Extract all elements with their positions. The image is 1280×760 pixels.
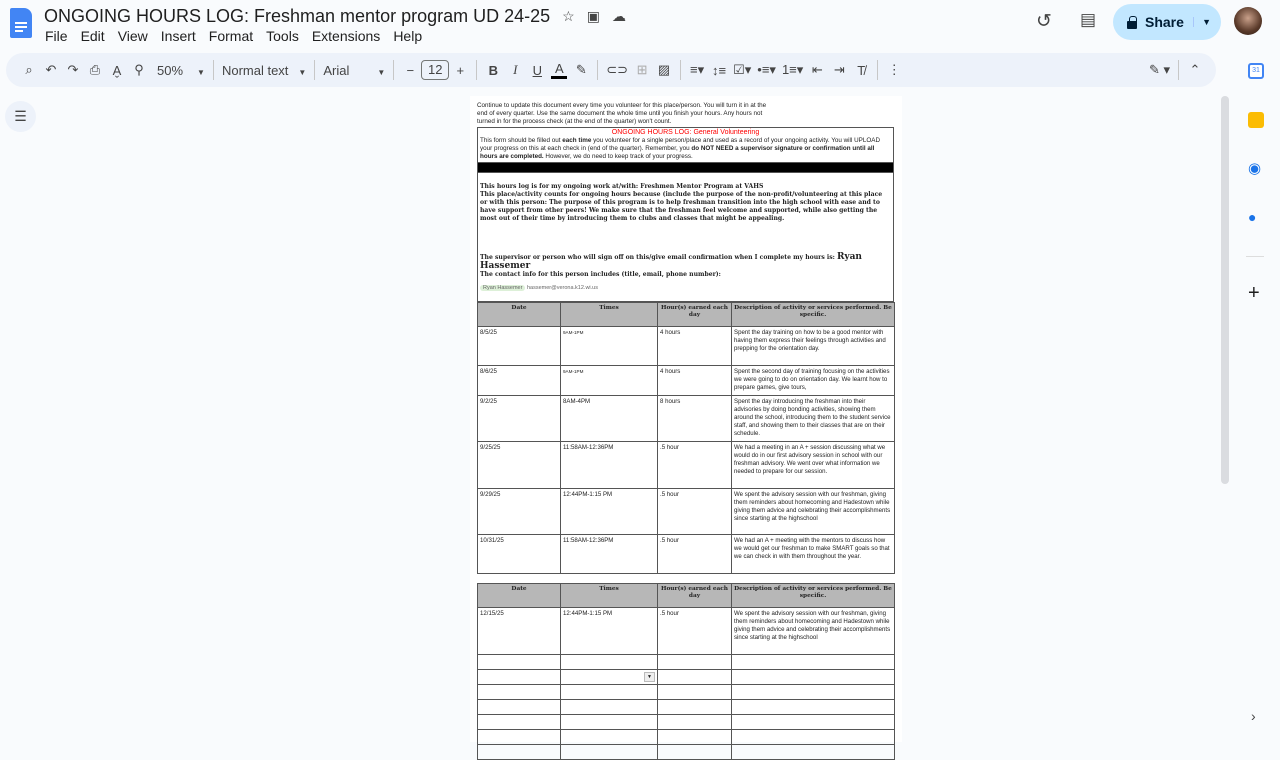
table-cell[interactable] xyxy=(561,442,658,489)
star-icon[interactable]: ☆ xyxy=(562,8,575,24)
cell-text: 9/29/25 xyxy=(480,491,501,498)
expand-side-panel-icon[interactable]: › xyxy=(1251,708,1256,724)
table-cell[interactable] xyxy=(478,396,561,442)
hours-table xyxy=(477,302,895,574)
print-icon[interactable]: ⎙ xyxy=(89,62,101,77)
cell-text: 11:58AM-12:36PM xyxy=(563,537,614,544)
table-cell[interactable] xyxy=(561,730,658,745)
table-cell[interactable] xyxy=(478,715,561,730)
table-cell[interactable] xyxy=(732,396,895,442)
table-cell[interactable] xyxy=(478,608,561,655)
move-folder-icon[interactable]: ▣ xyxy=(586,8,600,24)
cell-text: 12:44PM-1:15 PM xyxy=(563,610,613,617)
table-cell[interactable] xyxy=(561,685,658,700)
table-cell[interactable] xyxy=(478,730,561,745)
hours-table-2 xyxy=(477,583,895,760)
text: This form should be filled out xyxy=(480,137,563,144)
tasks-icon[interactable]: ◉ xyxy=(1248,160,1262,177)
lock-icon xyxy=(1127,16,1137,29)
table-row xyxy=(478,655,895,670)
font-select[interactable]: Arial ▼ xyxy=(323,62,386,78)
contact-email: hassemer@verona.k12.wi.us xyxy=(526,285,598,291)
table-row xyxy=(478,366,895,396)
cloud-saved-icon[interactable]: ☁ xyxy=(611,8,626,24)
table-header-row xyxy=(478,584,895,608)
more-options-icon[interactable]: ⋮ xyxy=(887,62,901,77)
cell-text: Spent the day introducing the freshman into their advisories by doing bonding activities, showing them around the school, introducing them to the student service staff, and showing them to their classes that are on their schedule. xyxy=(734,398,891,437)
cell-text: 8/6/25 xyxy=(480,368,497,375)
italic-icon[interactable]: I xyxy=(513,62,518,77)
line-spacing-icon[interactable]: ↕≡ xyxy=(712,62,727,78)
highlight-icon[interactable]: ✎ xyxy=(575,62,587,77)
paint-format-icon[interactable]: ⚲ xyxy=(134,62,144,77)
table-cell[interactable] xyxy=(732,685,895,700)
divider xyxy=(1246,256,1264,257)
work-info-box xyxy=(477,173,894,302)
table-cell[interactable] xyxy=(561,489,658,535)
cell-text: 8/5/25 xyxy=(480,329,497,336)
table-cell[interactable] xyxy=(561,670,658,685)
cell-text: 8 hours xyxy=(660,398,681,405)
link-icon[interactable]: ⊂⊃ xyxy=(606,62,629,77)
column-header: Date xyxy=(478,303,561,327)
underline-icon[interactable]: U xyxy=(532,62,542,78)
column-header: Times xyxy=(561,303,658,327)
cell-text: 9/2/25 xyxy=(480,398,497,405)
cell-text: 9AM-1PM xyxy=(563,330,584,335)
menu-file[interactable]: File xyxy=(45,28,68,44)
column-header: Date xyxy=(478,584,561,608)
table-cell[interactable] xyxy=(478,442,561,489)
clear-formatting-icon[interactable]: T̸ xyxy=(857,62,866,78)
menu-format[interactable]: Format xyxy=(208,28,254,44)
cell-text: 4 hours xyxy=(660,368,681,375)
bulleted-list-icon[interactable]: •≡▾ xyxy=(757,62,776,77)
scrollbar[interactable] xyxy=(1221,96,1229,484)
avatar[interactable] xyxy=(1234,7,1262,35)
column-header: Hour(s) earned each day xyxy=(658,584,732,608)
cell-text: .5 hour xyxy=(660,491,679,498)
table-cell[interactable] xyxy=(561,655,658,670)
table-cell[interactable] xyxy=(732,327,895,366)
table-row xyxy=(478,685,895,700)
table-cell[interactable] xyxy=(658,608,732,655)
column-header: Hour(s) earned each day xyxy=(658,303,732,327)
text: you volunteer for a single person/place and used as a record of your ongoing activity. You will UPLOAD your progress on this at each check in (end of the quarter). Remember, you xyxy=(480,137,880,152)
increase-font-size-icon[interactable]: + xyxy=(456,62,465,78)
table-row xyxy=(478,670,895,685)
align-icon[interactable]: ≡▾ xyxy=(690,62,705,77)
table-row xyxy=(478,700,895,715)
menu-extensions[interactable]: Extensions xyxy=(311,28,381,44)
redo-icon[interactable]: ↷ xyxy=(67,62,79,77)
menu-view[interactable]: View xyxy=(117,28,148,44)
table-cell[interactable] xyxy=(478,489,561,535)
column-header: Times xyxy=(561,584,658,608)
supervisor-line xyxy=(480,253,891,271)
spellcheck-icon[interactable]: A̬ xyxy=(112,62,122,78)
table-row xyxy=(478,535,895,574)
cell-text: 10/31/25 xyxy=(480,537,504,544)
cell-text: We had an A + meeting with the mentors to discuss how we would get our freshman to make SMART goals so that we can check in with them throughout the year. xyxy=(734,537,890,560)
divider xyxy=(213,60,214,80)
text-color-icon[interactable]: A xyxy=(551,62,567,79)
table-cell[interactable] xyxy=(658,366,732,396)
title-row xyxy=(44,6,626,27)
divider xyxy=(476,60,477,80)
editing-mode-icon[interactable]: ✎ ▾ xyxy=(1148,62,1170,77)
text: The supervisor or person who will sign off on this/give email confirmation when I complete my hours is: xyxy=(480,254,838,261)
menu-bar xyxy=(44,28,434,44)
document-title[interactable]: ONGOING HOURS LOG: Freshman mentor program UD 24-25 xyxy=(44,6,551,26)
version-history-icon[interactable]: ↺ xyxy=(1036,11,1052,32)
cell-text: We spent the advisory session with our freshman, giving them reminders about homecoming and Hadestown while giving them advice and celebrating their accomplishments since starting at the highschool xyxy=(734,491,891,522)
table-row xyxy=(478,442,895,489)
add-addon-icon[interactable]: + xyxy=(1248,282,1260,304)
table-cell[interactable] xyxy=(478,327,561,366)
cell-text: 12/15/25 xyxy=(480,610,504,617)
document-outline-button[interactable]: ☰ xyxy=(5,101,36,132)
comments-icon[interactable]: ▤ xyxy=(1080,10,1097,29)
table-cell[interactable] xyxy=(658,715,732,730)
divider xyxy=(1178,60,1179,80)
form-info-box xyxy=(477,127,894,163)
table-cell[interactable] xyxy=(478,535,561,574)
table-cell[interactable] xyxy=(561,715,658,730)
contact-label: The contact info for this person includes (title, email, phone number): xyxy=(480,271,721,278)
table-cell[interactable] xyxy=(561,700,658,715)
menu-help[interactable]: Help xyxy=(393,28,423,44)
zoom-value: 50% xyxy=(157,62,184,78)
dropdown-chip-icon[interactable]: ▼ xyxy=(644,672,655,682)
docs-logo-icon[interactable] xyxy=(10,8,32,38)
table-cell[interactable] xyxy=(658,685,732,700)
supervisor-name: Ryan Hassemer xyxy=(480,252,862,271)
column-header: Description of activity or services performed. Be specific. xyxy=(732,303,895,327)
purpose-text: This place/activity counts for ongoing hours because (include the purpose of the non-profit/volunteering at this place or with this person: The purpose of this program is to help freshman transition into the high school with ease and to have support from other peers! We make sure that the freshman feel welcome and supported, while also getting the most out of their time by introducing them to clubs and classes that might be appealing. xyxy=(480,191,883,222)
table-cell[interactable] xyxy=(732,489,895,535)
table-cell[interactable] xyxy=(658,730,732,745)
checklist-icon[interactable]: ☑▾ xyxy=(733,62,752,77)
table-cell[interactable] xyxy=(732,655,895,670)
table-header-row xyxy=(478,303,895,327)
numbered-list-icon[interactable]: 1≡▾ xyxy=(781,62,804,77)
search-icon[interactable]: ⌕ xyxy=(25,62,33,77)
table-cell[interactable] xyxy=(561,327,658,366)
table-cell[interactable] xyxy=(561,745,658,760)
table-cell[interactable] xyxy=(561,366,658,396)
table-cell[interactable] xyxy=(658,489,732,535)
table-row xyxy=(478,396,895,442)
table-cell[interactable] xyxy=(732,366,895,396)
table-row xyxy=(478,608,895,655)
divider xyxy=(314,60,315,80)
cell-text: We spent the advisory session with our freshman, giving them reminders about homecoming and Hadestown while giving them advice and celebrating their accomplishments since starting at the highschool xyxy=(734,610,891,641)
table-cell[interactable] xyxy=(478,700,561,715)
table-cell[interactable] xyxy=(732,608,895,655)
divider xyxy=(680,60,681,80)
keep-icon[interactable] xyxy=(1248,112,1264,128)
table-cell[interactable] xyxy=(732,670,895,685)
black-bar xyxy=(477,163,894,173)
menu-edit[interactable]: Edit xyxy=(80,28,105,44)
text: However, we do need to keep track of your progress. xyxy=(543,153,693,160)
form-heading: ONGOING HOURS LOG: General Volunteering xyxy=(611,129,760,136)
table-cell[interactable] xyxy=(658,396,732,442)
divider xyxy=(393,60,394,80)
style-value: Normal text xyxy=(221,62,289,78)
table-cell[interactable] xyxy=(658,670,732,685)
insert-image-icon[interactable]: ▨ xyxy=(657,62,671,77)
contacts-icon[interactable]: ● xyxy=(1248,209,1257,225)
table-row xyxy=(478,730,895,745)
form-instructions xyxy=(480,137,891,161)
table-cell[interactable] xyxy=(732,700,895,715)
table-cell[interactable] xyxy=(732,442,895,489)
table-cell[interactable] xyxy=(658,442,732,489)
table-row xyxy=(478,715,895,730)
decrease-indent-icon[interactable]: ⇤ xyxy=(811,62,823,77)
cell-text: Spent the day training on how to be a good mentor with having them express their feelings through activities and prepping for the orientation day. xyxy=(734,329,886,352)
table-cell[interactable] xyxy=(561,608,658,655)
table-cell[interactable] xyxy=(658,655,732,670)
table-cell[interactable] xyxy=(732,715,895,730)
document-body[interactable] xyxy=(477,102,894,760)
table-cell[interactable] xyxy=(478,745,561,760)
undo-icon[interactable]: ↶ xyxy=(45,62,57,77)
add-comment-icon[interactable]: ⊞ xyxy=(636,62,648,77)
menu-insert[interactable]: Insert xyxy=(160,28,196,44)
table-row xyxy=(478,745,895,760)
bold-icon[interactable]: B xyxy=(488,62,498,78)
cell-text: .5 hour xyxy=(660,610,679,617)
table-cell[interactable] xyxy=(658,535,732,574)
intro-text: Continue to update this document every time you volunteer for this place/person. You will turn it in at the end of every quarter. Use the same document the whole time until you finish your hours. Any hours not turned in for the process check (at the end of the quarter) won't count. xyxy=(477,102,767,125)
text: do NOT NEED a supervisor signature or confirmation until all hours are completed. xyxy=(480,145,875,160)
contact-line xyxy=(480,284,891,292)
divider xyxy=(597,60,598,80)
cell-text: 12:44PM-1:15 PM xyxy=(563,491,613,498)
cell-text: 4 hours xyxy=(660,329,681,336)
cell-text: .5 hour xyxy=(660,537,679,544)
cell-text: Spent the second day of training focusing on the activities we were going to do on orientation day. We learnt how to prepare games, give tours, xyxy=(734,368,890,391)
table-cell[interactable] xyxy=(561,396,658,442)
cell-text: We had a meeting in an A + session discussing what we would do in our first advisory session in school with our freshman advisory. We went over what information we needed to prepare for our session. xyxy=(734,444,886,475)
collapse-toolbar-icon[interactable]: ⌃ xyxy=(1189,62,1201,77)
share-button[interactable] xyxy=(1113,4,1221,40)
table-cell[interactable] xyxy=(732,745,895,760)
share-dropdown-icon[interactable]: ▼ xyxy=(1193,17,1211,27)
table-cell[interactable] xyxy=(478,655,561,670)
font-value: Arial xyxy=(323,62,350,78)
text: each time xyxy=(562,137,592,144)
person-chip[interactable]: Ryan Hassemer xyxy=(480,285,525,291)
table-cell[interactable] xyxy=(561,535,658,574)
table-row xyxy=(478,327,895,366)
table-row xyxy=(478,489,895,535)
table-cell[interactable] xyxy=(732,730,895,745)
table-cell[interactable] xyxy=(658,327,732,366)
cell-text: 11:58AM-12:36PM xyxy=(563,444,614,451)
table-cell[interactable] xyxy=(478,670,561,685)
style-select[interactable]: Normal text ▼ xyxy=(221,62,307,78)
divider xyxy=(877,60,878,80)
cell-text: 9AM-1PM xyxy=(563,369,584,374)
font-size-input[interactable]: 12 xyxy=(421,60,449,80)
share-label: Share xyxy=(1145,14,1184,30)
cell-text: 9/25/25 xyxy=(480,444,501,451)
cell-text: 8AM-4PM xyxy=(563,398,591,405)
table-cell[interactable] xyxy=(478,685,561,700)
calendar-icon[interactable]: 31 xyxy=(1248,63,1264,79)
table-cell[interactable] xyxy=(658,700,732,715)
table-cell[interactable] xyxy=(478,366,561,396)
work-line: This hours log is for my ongoing work at/with: Freshmen Mentor Program at VAHS xyxy=(480,183,764,190)
table-cell[interactable] xyxy=(658,745,732,760)
column-header: Description of activity or services performed. Be specific. xyxy=(732,584,895,608)
decrease-font-size-icon[interactable]: − xyxy=(406,62,415,78)
zoom-select[interactable]: 50% ▼ xyxy=(157,62,205,78)
table-cell[interactable] xyxy=(732,535,895,574)
increase-indent-icon[interactable]: ⇥ xyxy=(833,62,845,77)
cell-text: .5 hour xyxy=(660,444,679,451)
toolbar xyxy=(6,53,1216,87)
menu-tools[interactable]: Tools xyxy=(266,28,299,44)
